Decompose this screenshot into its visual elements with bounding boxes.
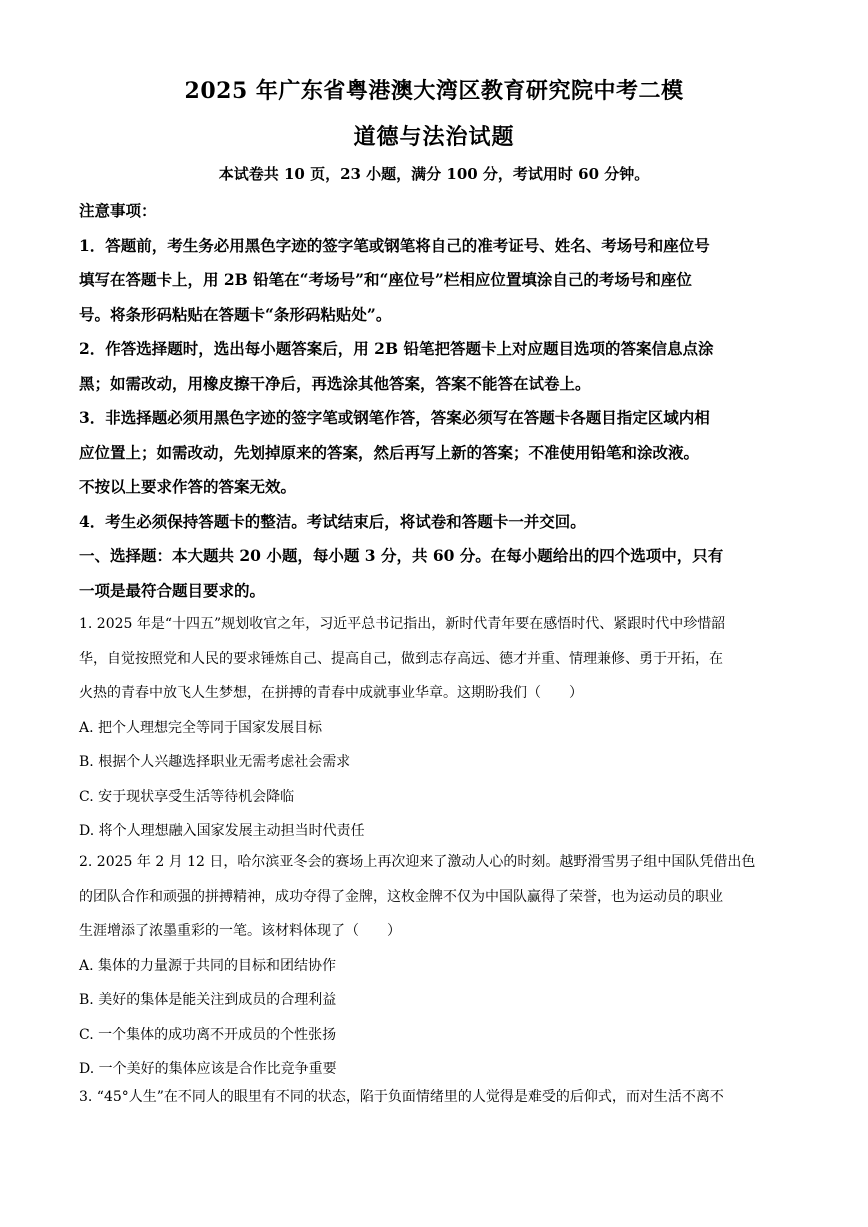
exam-subject: 道德与法治试题 [353,124,515,150]
question-3 [79,1080,791,1115]
notice-line: 应位置上；如需改动，先划掉原来的答案，然后再写上新的答案；不准使用铅笔和涂改液。 [79,442,700,462]
notice-line: 2．作答选择题时，选出每小题答案后，用 2B 铅笔把答题卡上对应题目选项的答案信息点涂 [79,339,714,358]
notice-line: 4．考生必须保持答题卡的整洁。考试结束后，将试卷和答题卡一并交回。 [79,511,586,531]
option-d: D. 一个美好的集体应该是合作比竞争重要 [79,1061,337,1077]
question-2 [79,845,791,1087]
question-text: 华，自觉按照党和人民的要求锤炼自己、提高自己，做到志存高远、德才并重、情理兼修、勇于开拓，在 [79,650,723,667]
option-b: B. 美好的集体是能关注到成员的合理利益 [79,992,337,1008]
exam-info: 本试卷共 10 页，23 小题，满分 100 分，考试用时 60 分钟。 [218,165,650,183]
notice-line: 号。将条形码粘贴在答题卡“条形码粘贴处”。 [79,304,392,324]
notice-line: 3．非选择题必须用黑色字迹的签字笔或钢笔作答，答案必须写在答题卡各题目指定区域内相 [79,408,710,427]
section-heading: 一、选择题：本大题共 20 小题，每小题 3 分，共 60 分。在每小题给出的四个选项中，只有 [79,546,724,565]
notice-line: 1．答题前，考生务必用黑色字迹的签字笔或钢笔将自己的准考证号、姓名、考场号和座位号 [79,235,710,255]
notice-line: 不按以上要求作答的答案无效。 [79,477,297,496]
option-a: A. 集体的力量源于共同的目标和团结协作 [79,957,337,974]
option-b: B. 根据个人兴趣选择职业无需考虑社会需求 [79,754,351,770]
exam-title: 2025 年广东省粤港澳大湾区教育研究院中考二模 [184,78,684,104]
question-1 [79,607,791,849]
notice-heading: 注意事项： [79,201,157,220]
notice-section [79,194,791,608]
notice-line: 黑；如需改动，用橡皮擦干净后，再选涂其他答案，答案不能答在试卷上。 [79,373,591,393]
option-c: C. 安于现状享受生活等待机会降临 [79,788,295,805]
question-text: 生涯增添了浓墨重彩的一笔。该材料体现了（ ） [79,923,401,939]
option-a: A. 把个人理想完全等同于国家发展目标 [79,719,323,736]
option-c: C. 一个集体的成功离不开成员的个性张扬 [79,1026,337,1043]
question-text: 2. 2025 年 2 月 12 日，哈尔滨亚冬会的赛场上再次迎来了激动人心的时刻。越野滑雪男子组中国队凭借出色 [79,854,756,870]
question-text: 火热的青春中放飞人生梦想，在拼搏的青春中成就事业华章。这期盼我们（ ） [79,685,583,701]
question-text: 1. 2025 年是“十四五”规划收官之年，习近平总书记指出，新时代青年要在感悟时代、紧跟时代中珍惜韶 [79,616,726,632]
section-heading: 一项是最符合题目要求的。 [79,580,266,600]
question-text: 的团队合作和顽强的拼搏精神，成功夺得了金牌，这枚金牌不仅为中国队赢得了荣誉，也为运动员的职业 [79,888,723,905]
question-text: 3. “45°人生”在不同人的眼里有不同的状态，陷于负面情绪里的人觉得是难受的后仰式，而对生活不离不 [79,1089,724,1105]
option-d: D. 将个人理想融入国家发展主动担当时代责任 [79,823,365,839]
notice-line: 填写在答题卡上，用 2B 铅笔在“考场号”和“座位号”栏相应位置填涂自己的考场号和座位 [79,270,692,289]
